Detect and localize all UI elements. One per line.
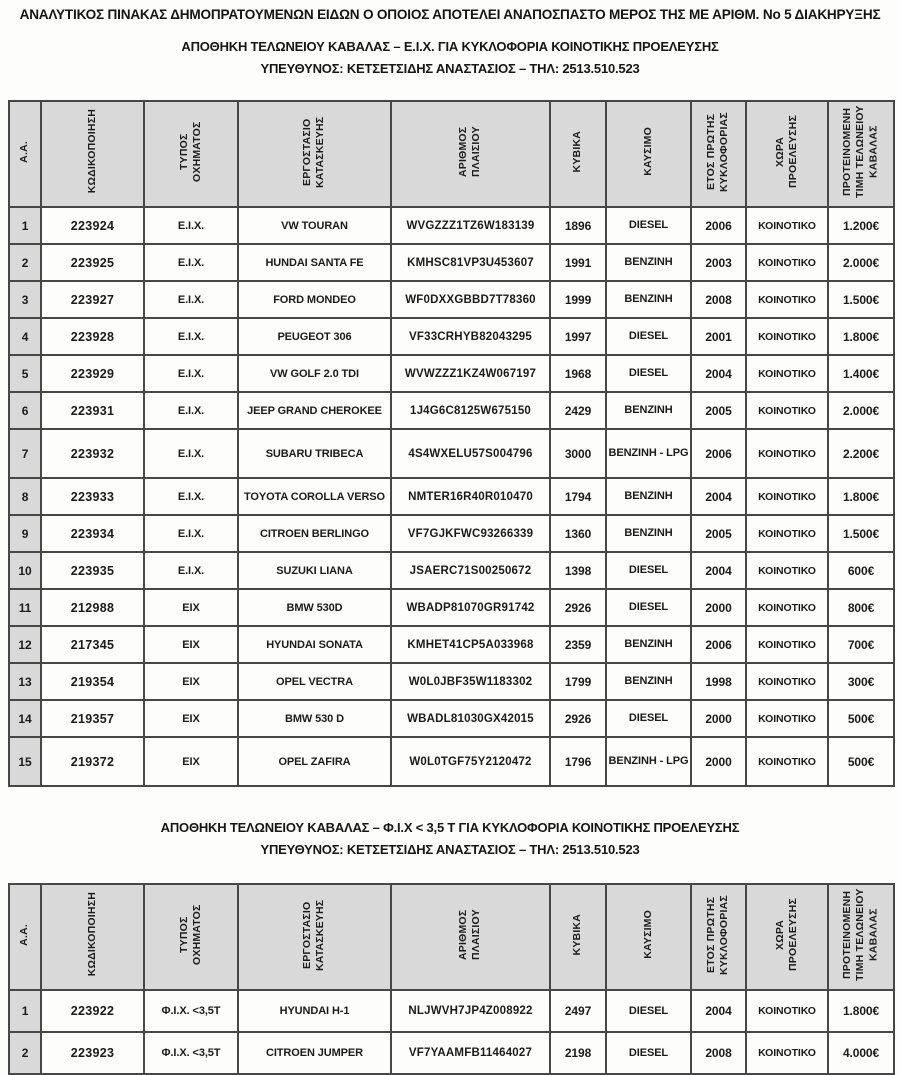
cell-vin: WF0DXXGBBD7T78360 bbox=[391, 281, 550, 318]
cell-year: 2005 bbox=[691, 392, 746, 429]
cell-price: 1.800€ bbox=[828, 990, 894, 1032]
cell-type: E.I.X. bbox=[144, 318, 238, 355]
cell-price: 1.800€ bbox=[828, 478, 894, 515]
table-row bbox=[9, 392, 894, 429]
cell-cc: 1799 bbox=[550, 663, 606, 700]
cell-code: 219372 bbox=[41, 737, 144, 786]
cell-aa: 5 bbox=[9, 355, 41, 392]
cell-code: 223933 bbox=[41, 478, 144, 515]
column-header-label: ΧΩΡΑ ΠΡΟΕΛΕΥΣΗΣ bbox=[773, 898, 799, 971]
cell-fuel: BENZINH bbox=[606, 281, 691, 318]
cell-origin: ΚΟΙΝΟΤΙΚΟ bbox=[746, 244, 828, 281]
cell-type: EIX bbox=[144, 700, 238, 737]
column-header-label: Α.Α. bbox=[18, 140, 31, 163]
column-header-fuel bbox=[606, 884, 691, 990]
table-row bbox=[9, 626, 894, 663]
cell-aa: 11 bbox=[9, 589, 41, 626]
cell-price: 1.800€ bbox=[828, 318, 894, 355]
cell-price: 2.000€ bbox=[828, 244, 894, 281]
column-header-year bbox=[691, 884, 746, 990]
cell-fuel: BENZINH bbox=[606, 392, 691, 429]
cell-price: 500€ bbox=[828, 737, 894, 786]
cell-origin: ΚΟΙΝΟΤΙΚΟ bbox=[746, 737, 828, 786]
cell-manufacturer: BMW 530 D bbox=[238, 700, 391, 737]
cell-vin: WBADP81070GR91742 bbox=[391, 589, 550, 626]
cell-origin: ΚΟΙΝΟΤΙΚΟ bbox=[746, 318, 828, 355]
cell-code: 217345 bbox=[41, 626, 144, 663]
table-row bbox=[9, 429, 894, 478]
cell-code: 219357 bbox=[41, 700, 144, 737]
cell-code: 223929 bbox=[41, 355, 144, 392]
cell-type: E.I.X. bbox=[144, 429, 238, 478]
column-header-label: ΕΤΟΣ ΠΡΩΤΗΣ ΚΥΚΛΟΦΟΡΙΑΣ bbox=[705, 894, 731, 975]
cell-vin: W0L0JBF35W1183302 bbox=[391, 663, 550, 700]
cell-cc: 3000 bbox=[550, 429, 606, 478]
column-header-label: ΤΥΠΟΣ ΟΧΗΜΑΤΟΣ bbox=[177, 121, 203, 182]
cell-cc: 2497 bbox=[550, 990, 606, 1032]
cell-year: 1998 bbox=[691, 663, 746, 700]
cell-origin: ΚΟΙΝΟΤΙΚΟ bbox=[746, 355, 828, 392]
cell-cc: 1398 bbox=[550, 552, 606, 589]
cell-vin: WVGZZZ1TZ6W183139 bbox=[391, 207, 550, 244]
column-header-label: ΚΩΔΙΚΟΠΟΙΗΣΗ bbox=[85, 109, 98, 194]
cell-fuel: DIESEL bbox=[606, 318, 691, 355]
warehouse-line: ΑΠΟΘΗΚΗ ΤΕΛΩΝΕΙΟΥ ΚΑΒΑΛΑΣ – Φ.Ι.Χ < 3,5 Τ ΓΙΑ ΚΥΚΛΟΦΟΡΙΑ ΚΟΙΝΟΤΙΚΗΣ ΠΡΟΕΛΕΥΣΗΣ bbox=[160, 820, 740, 835]
column-header-label: ΠΡΟΤΕΙΝΟΜΕΝΗ ΤΙΜΗ ΤΕΛΩΝΕΙΟΥ ΚΑΒΑΛΑΣ bbox=[841, 888, 880, 981]
cell-manufacturer: JEEP GRAND CHEROKEE bbox=[238, 392, 391, 429]
cell-year: 2001 bbox=[691, 318, 746, 355]
cell-code: 223935 bbox=[41, 552, 144, 589]
cell-cc: 1794 bbox=[550, 478, 606, 515]
cell-year: 2004 bbox=[691, 355, 746, 392]
column-header-label: ΚΑΥΣΙΜΟ bbox=[641, 910, 654, 959]
cell-fuel: BENZINH bbox=[606, 244, 691, 281]
cell-origin: ΚΟΙΝΟΤΙΚΟ bbox=[746, 1032, 828, 1074]
cell-price: 2.000€ bbox=[828, 392, 894, 429]
column-header-price bbox=[828, 884, 894, 990]
vehicles-table-eix bbox=[8, 100, 895, 787]
table-row bbox=[9, 281, 894, 318]
cell-origin: ΚΟΙΝΟΤΙΚΟ bbox=[746, 392, 828, 429]
cell-year: 2006 bbox=[691, 429, 746, 478]
column-header-origin bbox=[746, 101, 828, 207]
cell-year: 2004 bbox=[691, 478, 746, 515]
section-fix bbox=[0, 817, 900, 1075]
cell-year: 2008 bbox=[691, 281, 746, 318]
cell-vin: KMHET41CP5A033968 bbox=[391, 626, 550, 663]
cell-origin: ΚΟΙΝΟΤΙΚΟ bbox=[746, 429, 828, 478]
cell-fuel: DIESEL bbox=[606, 1032, 691, 1074]
cell-code: 223924 bbox=[41, 207, 144, 244]
cell-vin: JSAERC71S00250672 bbox=[391, 552, 550, 589]
cell-vin: VF7YAAMFB11464027 bbox=[391, 1032, 550, 1074]
column-header-aa bbox=[9, 884, 41, 990]
column-header-label: ΑΡΙΘΜΟΣ ΠΛΑΙΣΙΟΥ bbox=[457, 909, 483, 960]
column-header-origin bbox=[746, 884, 828, 990]
cell-origin: ΚΟΙΝΟΤΙΚΟ bbox=[746, 626, 828, 663]
table-row bbox=[9, 244, 894, 281]
column-header-fuel bbox=[606, 101, 691, 207]
cell-price: 700€ bbox=[828, 626, 894, 663]
cell-year: 2000 bbox=[691, 737, 746, 786]
column-header-type bbox=[144, 884, 238, 990]
cell-fuel: DIESEL bbox=[606, 700, 691, 737]
cell-aa: 7 bbox=[9, 429, 41, 478]
cell-manufacturer: HYUNDAI SONATA bbox=[238, 626, 391, 663]
cell-aa: 12 bbox=[9, 626, 41, 663]
cell-type: E.I.X. bbox=[144, 478, 238, 515]
cell-type: EIX bbox=[144, 589, 238, 626]
cell-year: 2000 bbox=[691, 700, 746, 737]
cell-aa: 4 bbox=[9, 318, 41, 355]
cell-price: 1.500€ bbox=[828, 281, 894, 318]
table-row bbox=[9, 737, 894, 786]
cell-fuel: DIESEL bbox=[606, 589, 691, 626]
cell-price: 600€ bbox=[828, 552, 894, 589]
document-title: ΑΝΑΛΥΤΙΚΟΣ ΠΙΝΑΚΑΣ ΔΗΜΟΠΡΑΤΟΥΜΕΝΩΝ ΕΙΔΩΝ Ο ΟΠΟΙΟΣ ΑΠΟΤΕΛΕΙ ΑΝΑΠΟΣΠΑΣΤΟ ΜΕΡΟΣ ΤΗΣ ΜΕ ΑΡΙΘΜ. Νο 5 ΔΙΑΚΗΡΥΞΗΣ bbox=[19, 7, 881, 22]
cell-type: E.I.X. bbox=[144, 244, 238, 281]
table-row bbox=[9, 515, 894, 552]
table-row bbox=[9, 700, 894, 737]
cell-aa: 13 bbox=[9, 663, 41, 700]
cell-cc: 2926 bbox=[550, 700, 606, 737]
cell-origin: ΚΟΙΝΟΤΙΚΟ bbox=[746, 207, 828, 244]
cell-manufacturer: SUZUKI LIANA bbox=[238, 552, 391, 589]
column-header-label: Α.Α. bbox=[18, 923, 31, 946]
responsible-line: ΥΠΕΥΘΥΝΟΣ: ΚΕΤΣΕΤΣΙΔΗΣ ΑΝΑΣΤΑΣΙΟΣ – ΤΗΛ: 2513.510.523 bbox=[260, 842, 640, 857]
header-row bbox=[9, 884, 894, 990]
section-eix bbox=[0, 36, 900, 787]
cell-cc: 2429 bbox=[550, 392, 606, 429]
table-row bbox=[9, 318, 894, 355]
cell-type: E.I.X. bbox=[144, 392, 238, 429]
column-header-label: ΑΡΙΘΜΟΣ ΠΛΑΙΣΙΟΥ bbox=[457, 126, 483, 177]
column-header-label: ΕΡΓΟΣΤΑΣΙΟ ΚΑΤΑΣΚΕΥΗΣ bbox=[301, 115, 327, 188]
table-row bbox=[9, 990, 894, 1032]
column-header-price bbox=[828, 101, 894, 207]
cell-fuel: BENZINH bbox=[606, 515, 691, 552]
cell-vin: VF33CRHYB82043295 bbox=[391, 318, 550, 355]
header-row bbox=[9, 101, 894, 207]
column-header-label: ΚΩΔΙΚΟΠΟΙΗΣΗ bbox=[85, 892, 98, 977]
cell-fuel: BENZINH bbox=[606, 626, 691, 663]
cell-type: EIX bbox=[144, 663, 238, 700]
cell-origin: ΚΟΙΝΟΤΙΚΟ bbox=[746, 589, 828, 626]
cell-manufacturer: VW TOURAN bbox=[238, 207, 391, 244]
cell-aa: 2 bbox=[9, 244, 41, 281]
cell-cc: 1360 bbox=[550, 515, 606, 552]
cell-type: EIX bbox=[144, 626, 238, 663]
cell-year: 2004 bbox=[691, 552, 746, 589]
column-header-code bbox=[41, 101, 144, 207]
cell-manufacturer: TOYOTA COROLLA VERSO bbox=[238, 478, 391, 515]
cell-manufacturer: FORD MONDEO bbox=[238, 281, 391, 318]
cell-manufacturer: BMW 530D bbox=[238, 589, 391, 626]
cell-aa: 2 bbox=[9, 1032, 41, 1074]
cell-code: 223931 bbox=[41, 392, 144, 429]
cell-fuel: BENZINH - LPG bbox=[606, 429, 691, 478]
cell-aa: 1 bbox=[9, 207, 41, 244]
cell-price: 300€ bbox=[828, 663, 894, 700]
cell-vin: WVWZZZ1KZ4W067197 bbox=[391, 355, 550, 392]
cell-fuel: BENZINH bbox=[606, 478, 691, 515]
warehouse-line: ΑΠΟΘΗΚΗ ΤΕΛΩΝΕΙΟΥ ΚΑΒΑΛΑΣ – Ε.Ι.Χ. ΓΙΑ ΚΥΚΛΟΦΟΡΙΑ ΚΟΙΝΟΤΙΚΗΣ ΠΡΟΕΛΕΥΣΗΣ bbox=[181, 39, 719, 54]
cell-price: 1.500€ bbox=[828, 515, 894, 552]
cell-cc: 2359 bbox=[550, 626, 606, 663]
cell-code: 223922 bbox=[41, 990, 144, 1032]
column-header-label: ΚΥΒΙΚΑ bbox=[571, 913, 584, 956]
cell-vin: WBADL81030GX42015 bbox=[391, 700, 550, 737]
cell-type: E.I.X. bbox=[144, 552, 238, 589]
cell-origin: ΚΟΙΝΟΤΙΚΟ bbox=[746, 515, 828, 552]
cell-fuel: DIESEL bbox=[606, 990, 691, 1032]
cell-year: 2008 bbox=[691, 1032, 746, 1074]
cell-aa: 8 bbox=[9, 478, 41, 515]
table-row bbox=[9, 207, 894, 244]
cell-type: E.I.X. bbox=[144, 281, 238, 318]
cell-price: 1.200€ bbox=[828, 207, 894, 244]
cell-origin: ΚΟΙΝΟΤΙΚΟ bbox=[746, 990, 828, 1032]
cell-cc: 1997 bbox=[550, 318, 606, 355]
cell-aa: 15 bbox=[9, 737, 41, 786]
column-header-label: ΤΥΠΟΣ ΟΧΗΜΑΤΟΣ bbox=[177, 904, 203, 965]
table-row bbox=[9, 1032, 894, 1074]
cell-code: 223932 bbox=[41, 429, 144, 478]
cell-cc: 1796 bbox=[550, 737, 606, 786]
table-row bbox=[9, 355, 894, 392]
cell-manufacturer: OPEL ZAFIRA bbox=[238, 737, 391, 786]
column-header-cc bbox=[550, 101, 606, 207]
cell-year: 2000 bbox=[691, 589, 746, 626]
cell-cc: 1999 bbox=[550, 281, 606, 318]
cell-code: 223923 bbox=[41, 1032, 144, 1074]
column-header-year bbox=[691, 101, 746, 207]
column-header-label: ΚΥΒΙΚΑ bbox=[571, 130, 584, 173]
cell-origin: ΚΟΙΝΟΤΙΚΟ bbox=[746, 478, 828, 515]
cell-code: 223928 bbox=[41, 318, 144, 355]
cell-type: Φ.Ι.Χ. <3,5Τ bbox=[144, 990, 238, 1032]
cell-vin: NMTER16R40R010470 bbox=[391, 478, 550, 515]
table-row bbox=[9, 552, 894, 589]
cell-type: EIX bbox=[144, 737, 238, 786]
cell-aa: 3 bbox=[9, 281, 41, 318]
cell-fuel: BENZINH bbox=[606, 663, 691, 700]
cell-aa: 14 bbox=[9, 700, 41, 737]
cell-cc: 1896 bbox=[550, 207, 606, 244]
cell-fuel: BENZINH - LPG bbox=[606, 737, 691, 786]
table-row bbox=[9, 663, 894, 700]
cell-price: 1.400€ bbox=[828, 355, 894, 392]
cell-cc: 2198 bbox=[550, 1032, 606, 1074]
cell-vin: W0L0TGF75Y2120472 bbox=[391, 737, 550, 786]
column-header-code bbox=[41, 884, 144, 990]
table-row bbox=[9, 589, 894, 626]
column-header-type bbox=[144, 101, 238, 207]
responsible-line: ΥΠΕΥΘΥΝΟΣ: ΚΕΤΣΕΤΣΙΔΗΣ ΑΝΑΣΤΑΣΙΟΣ – ΤΗΛ: 2513.510.523 bbox=[260, 61, 640, 76]
cell-manufacturer: SUBARU TRIBECA bbox=[238, 429, 391, 478]
cell-aa: 9 bbox=[9, 515, 41, 552]
cell-code: 219354 bbox=[41, 663, 144, 700]
cell-manufacturer: VW GOLF 2.0 TDI bbox=[238, 355, 391, 392]
cell-manufacturer: CITROEN JUMPER bbox=[238, 1032, 391, 1074]
column-header-cc bbox=[550, 884, 606, 990]
cell-code: 223925 bbox=[41, 244, 144, 281]
cell-year: 2006 bbox=[691, 626, 746, 663]
vehicles-table-fix bbox=[8, 883, 895, 1075]
cell-code: 223927 bbox=[41, 281, 144, 318]
cell-year: 2006 bbox=[691, 207, 746, 244]
cell-type: Φ.Ι.Χ. <3,5Τ bbox=[144, 1032, 238, 1074]
cell-fuel: DIESEL bbox=[606, 552, 691, 589]
cell-type: E.I.X. bbox=[144, 355, 238, 392]
column-header-vin bbox=[391, 101, 550, 207]
table-row bbox=[9, 478, 894, 515]
cell-manufacturer: HYUNDAI H-1 bbox=[238, 990, 391, 1032]
section-eix-header bbox=[0, 36, 900, 80]
cell-code: 212988 bbox=[41, 589, 144, 626]
cell-origin: ΚΟΙΝΟΤΙΚΟ bbox=[746, 663, 828, 700]
cell-vin: NLJWVH7JP4Z008922 bbox=[391, 990, 550, 1032]
column-header-label: ΠΡΟΤΕΙΝΟΜΕΝΗ ΤΙΜΗ ΤΕΛΩΝΕΙΟΥ ΚΑΒΑΛΑΣ bbox=[841, 105, 880, 198]
cell-price: 800€ bbox=[828, 589, 894, 626]
column-header-aa bbox=[9, 101, 41, 207]
cell-price: 2.200€ bbox=[828, 429, 894, 478]
cell-cc: 1991 bbox=[550, 244, 606, 281]
cell-vin: VF7GJKFWC93266339 bbox=[391, 515, 550, 552]
cell-origin: ΚΟΙΝΟΤΙΚΟ bbox=[746, 552, 828, 589]
cell-cc: 1968 bbox=[550, 355, 606, 392]
cell-aa: 1 bbox=[9, 990, 41, 1032]
cell-vin: KMHSC81VP3U453607 bbox=[391, 244, 550, 281]
cell-fuel: DIESEL bbox=[606, 355, 691, 392]
cell-year: 2004 bbox=[691, 990, 746, 1032]
column-header-label: ΧΩΡΑ ΠΡΟΕΛΕΥΣΗΣ bbox=[773, 115, 799, 188]
column-header-label: ΕΡΓΟΣΤΑΣΙΟ ΚΑΤΑΣΚΕΥΗΣ bbox=[301, 898, 327, 971]
cell-manufacturer: PEUGEOT 306 bbox=[238, 318, 391, 355]
column-header-manufacturer bbox=[238, 884, 391, 990]
column-header-label: ΚΑΥΣΙΜΟ bbox=[641, 127, 654, 176]
column-header-manufacturer bbox=[238, 101, 391, 207]
cell-fuel: DIESEL bbox=[606, 207, 691, 244]
cell-origin: ΚΟΙΝΟΤΙΚΟ bbox=[746, 700, 828, 737]
cell-vin: 1J4G6C8125W675150 bbox=[391, 392, 550, 429]
cell-type: E.I.X. bbox=[144, 207, 238, 244]
cell-manufacturer: OPEL VECTRA bbox=[238, 663, 391, 700]
cell-year: 2003 bbox=[691, 244, 746, 281]
cell-origin: ΚΟΙΝΟΤΙΚΟ bbox=[746, 281, 828, 318]
column-header-vin bbox=[391, 884, 550, 990]
cell-cc: 2926 bbox=[550, 589, 606, 626]
cell-aa: 6 bbox=[9, 392, 41, 429]
column-header-label: ΕΤΟΣ ΠΡΩΤΗΣ ΚΥΚΛΟΦΟΡΙΑΣ bbox=[705, 111, 731, 192]
section-fix-header bbox=[0, 817, 900, 861]
cell-type: E.I.X. bbox=[144, 515, 238, 552]
cell-manufacturer: CITROEN BERLINGO bbox=[238, 515, 391, 552]
cell-price: 500€ bbox=[828, 700, 894, 737]
cell-manufacturer: HUNDAI SANTA FE bbox=[238, 244, 391, 281]
cell-aa: 10 bbox=[9, 552, 41, 589]
cell-code: 223934 bbox=[41, 515, 144, 552]
cell-year: 2005 bbox=[691, 515, 746, 552]
cell-price: 4.000€ bbox=[828, 1032, 894, 1074]
cell-vin: 4S4WXELU57S004796 bbox=[391, 429, 550, 478]
